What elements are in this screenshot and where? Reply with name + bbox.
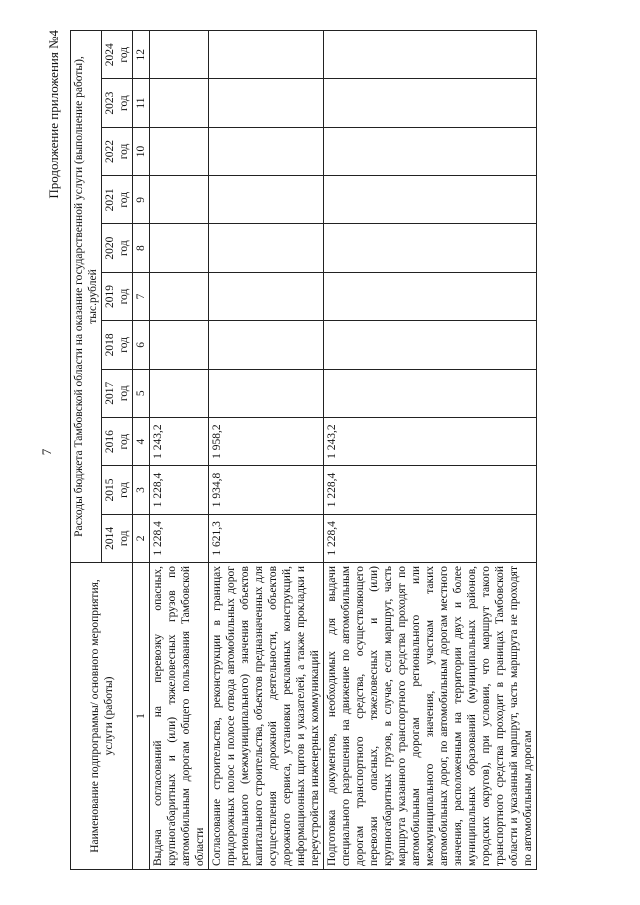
value-cell: 1 228,4 [324, 466, 537, 514]
year-header: 2017 год [102, 369, 133, 417]
service-name: Подготовка документов, необходимых для выдачи специального разрешения на движение по автомобильным дорогам транспортного средства, осуществляющего перевозки опасных, тяжеловесных и (или) крупногабаритных грузов, в случае, если маршрут, часть маршрута указанного транспортного средства проходят по автомобильным дорогам регионального или межмуниципального значения, участкам таких автомобильных дорог, по автомобильным дорогам местного значения, расположенным на территории двух и более муниципальных образований (муниципальных районов, городских округов), при условии, что маршрут такого транспортного средства проходит в границах Тамбовской области и указанный маршрут, часть маршрута не проходят по автомобильным дорогам [324, 563, 537, 870]
value-cell [209, 224, 324, 272]
year-header: 2015 год [102, 466, 133, 514]
value-cell [209, 79, 324, 127]
value-cell [209, 321, 324, 369]
column-number: 7 [133, 272, 150, 320]
header-row-1 [71, 31, 102, 870]
column-number: 3 [133, 466, 150, 514]
value-cell: 1 243,2 [150, 417, 209, 465]
value-cell [209, 272, 324, 320]
service-name: Согласование строительства, реконструкции в границах придорожных полос и полосе отвода автомобильных дорог регионального (межмуниципального) значения объектов капитального строительства, объектов предназначенных для осуществления дорожной деятельности, объектов дорожного сервиса, установки рекламных конструкций, информационных щитов и указателей, а также прокладки и переустройства инженерных коммуникаций [209, 563, 324, 870]
value-cell [324, 224, 537, 272]
year-header: 2021 год [102, 176, 133, 224]
expenses-group-header: Расходы бюджета Тамбовской области на оказание государственной услуги (выполнение работы), тыс.рублей [71, 31, 102, 563]
column-number: 8 [133, 224, 150, 272]
value-cell [150, 321, 209, 369]
value-cell [150, 79, 209, 127]
column-number: 2 [133, 514, 150, 562]
year-header: 2024 год [102, 31, 133, 79]
value-cell [324, 272, 537, 320]
value-cell [150, 272, 209, 320]
column-number: 10 [133, 127, 150, 175]
year-header: 2023 год [102, 79, 133, 127]
year-header: 2020 год [102, 224, 133, 272]
value-cell [209, 369, 324, 417]
page-number: 7 [39, 448, 54, 456]
column-number: 5 [133, 369, 150, 417]
column-number-row [133, 31, 150, 870]
continuation-note: Продолжение приложения №4 [46, 30, 61, 199]
value-cell [150, 176, 209, 224]
value-cell: 1 228,4 [324, 514, 537, 562]
value-cell: 1 243,2 [324, 417, 537, 465]
column-number: 6 [133, 321, 150, 369]
year-header: 2018 год [102, 321, 133, 369]
value-cell [324, 321, 537, 369]
table-row [324, 31, 537, 870]
value-cell [324, 176, 537, 224]
expenses-table [70, 30, 537, 870]
value-cell [324, 369, 537, 417]
column-number: 11 [133, 79, 150, 127]
column-number: 12 [133, 31, 150, 79]
value-cell [209, 176, 324, 224]
value-cell: 1 228,4 [150, 514, 209, 562]
value-cell: 1 934,8 [209, 466, 324, 514]
value-cell [324, 127, 537, 175]
name-column-header: Наименование подпрограммы/ основного мероприятия, услуги (работы) [71, 563, 133, 870]
column-number: 1 [133, 563, 150, 870]
value-cell [150, 224, 209, 272]
year-header: 2014 год [102, 514, 133, 562]
value-cell [209, 31, 324, 79]
value-cell [324, 79, 537, 127]
value-cell: 1 228,4 [150, 466, 209, 514]
table-row [150, 31, 209, 870]
value-cell [150, 369, 209, 417]
value-cell: 1 958,2 [209, 417, 324, 465]
column-number: 4 [133, 417, 150, 465]
value-cell [209, 127, 324, 175]
value-cell [150, 127, 209, 175]
rotated-page-content [46, 30, 585, 870]
year-header: 2016 год [102, 417, 133, 465]
value-cell [324, 31, 537, 79]
year-header: 2022 год [102, 127, 133, 175]
service-name: Выдача согласований на перевозку опасных, крупногабаритных и (или) тяжеловесных грузов по автомобильным дорогам общего пользования Тамбовской области [150, 563, 209, 870]
value-cell [150, 31, 209, 79]
value-cell: 1 621,3 [209, 514, 324, 562]
column-number: 9 [133, 176, 150, 224]
year-header: 2019 год [102, 272, 133, 320]
table-row [209, 31, 324, 870]
